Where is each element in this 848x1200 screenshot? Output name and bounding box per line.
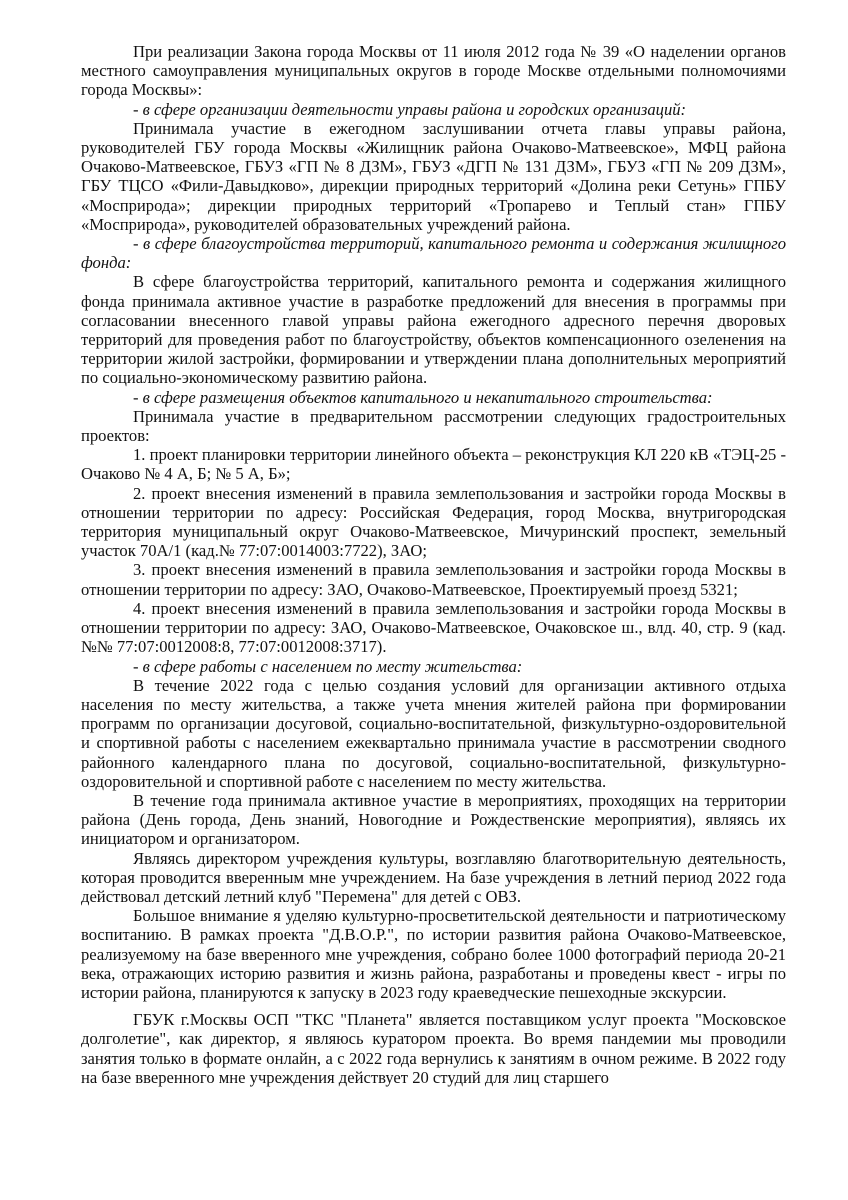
section-heading-landscaping: - в сфере благоустройства территорий, капитального ремонта и содержания жилищного фонда: <box>81 234 786 273</box>
section-heading-district-administration: - в сфере организации деятельности управы района и городских организаций: <box>133 99 687 119</box>
paragraph-events: В течение года принимала активное участие в мероприятиях, проходящих на территории района (День города, День знаний, Новогодние и Рождественские мероприятия), являясь их инициатором и организатором. <box>81 790 786 849</box>
paragraph-landscaping: В сфере благоустройства территорий, капитального ремонта и содержания жилищного фонда принимала активное участие в разработке предложений для внесения в программы при согласовании внесенного главой управы района ежегодного адресного перечня дворовых территорий для проведения работ по благоустройству, объектов компенсационного озеленения на территории жилой застройки, формировании и утверждении плана дополнительных мероприятий по социально-экономическому развитию района. <box>81 272 786 388</box>
paragraph-charity: Являясь директором учреждения культуры, возглавляю благотворительную деятельность, которая проводится вверенным мне учреждением. На базе учреждения в летний период 2022 года действовал детский летний клуб "Перемена" для детей с ОВЗ. <box>81 848 786 906</box>
intro-paragraph: При реализации Закона города Москвы от 11 июля 2012 года № 39 «О наделении органов местного самоуправления муниципальных округов в городе Москве отдельными полномочиями города Москвы»: <box>81 42 786 100</box>
list-item-project-3: 3. проект внесения изменений в правила землепользования и застройки города Москвы в отношении территории по адресу: ЗАО, Очаково-Матвеевское, Проектируемый проезд 5321; <box>81 560 786 599</box>
list-item-project-2: 2. проект внесения изменений в правила землепользования и застройки города Москвы в отношении территории по адресу: Российская Федерация, город Москва, внутригородская территория муниципальный округ Очаково-Матвеевское, Мичуринский проспект, земельный участок 70А/1 (кад.№ 77:07:0014003:7722), ЗАО; <box>81 483 786 561</box>
section-heading-construction: - в сфере размещения объектов капитального и некапитального строительства: <box>133 387 713 407</box>
paragraph-hearings: Принимала участие в ежегодном заслушивании отчета главы управы района, руководителей ГБУ города Москвы «Жилищник района Очаково-Матвеевское», МФЦ района Очаково-Матвеевское, ГБУЗ «ГП № 8 ДЗМ», ГБУЗ «ДГП № 131 ДЗМ», ГБУЗ «ГП № 209 ДЗМ», ГБУ ТЦСО «Фили-Давыдково», дирекции природных территорий «Долина реки Сетунь» ГПБУ «Мосприрода»; дирекции природных территорий «Тропарево и Теплый стан» ГПБУ «Мосприрода», руководителей образовательных учреждений района. <box>81 118 786 234</box>
list-item-project-4: 4. проект внесения изменений в правила землепользования и застройки города Москвы в отношении территории по адресу: ЗАО, Очаково-Матвеевское, Очаковское ш., влд. 40, стр. 9 (кад. №№ 77:07:0012008:8, 77:07:0012008:3717). <box>81 598 786 657</box>
list-item-project-1: 1. проект планировки территории линейного объекта – реконструкция КЛ 220 кВ «ТЭЦ-25 - Очаково № 4 А, Б; № 5 А, Б»; <box>81 445 786 484</box>
section-heading-residents: - в сфере работы с населением по месту жительства: <box>133 656 523 676</box>
paragraph-leisure-plan: В течение 2022 года с целью создания условий для организации активного отдыха населения по месту жительства, а также учета мнения жителей района при формировании программ по организации досуговой, социально-воспитательной, физкультурно-оздоровительной и спортивной работы с населением ежеквартально принимала участие в рассмотрении сводного районного календарного плана по досуговой, социально-воспитательной, физкультурно-оздоровительной и спортивной работе с населением по месту жительства. <box>81 675 786 791</box>
paragraph-longevity: ГБУК г.Москвы ОСП "ТКС "Планета" является поставщиком услуг проекта "Московское долголетие", как директор, я являюсь куратором проекта. Во время пандемии мы проводили занятия только в формате онлайн, а с 2022 года вернулись к занятиям в очном режиме. В 2022 году на базе вверенного мне учреждения действует 20 студий для лиц старшего <box>81 1010 786 1087</box>
paragraph-projects-intro: Принимала участие в предварительном рассмотрении следующих градостроительных проектов: <box>81 406 786 446</box>
paragraph-dvor-project: Большое внимание я уделяю культурно-просветительской деятельности и патриотическому воспитанию. В рамках проекта "Д.В.О.Р.", по истории развития района Очаково-Матвеевское, реализуемому на базе вверенного мне учреждения, собрано более 1000 фотографий периода 20-21 века, отражающих историю развития и жизнь района, разработаны и проведены квест - игры по истории района, планируются к запуску в 2023 году краеведческие пешеходные экскурсии. <box>81 906 786 1002</box>
